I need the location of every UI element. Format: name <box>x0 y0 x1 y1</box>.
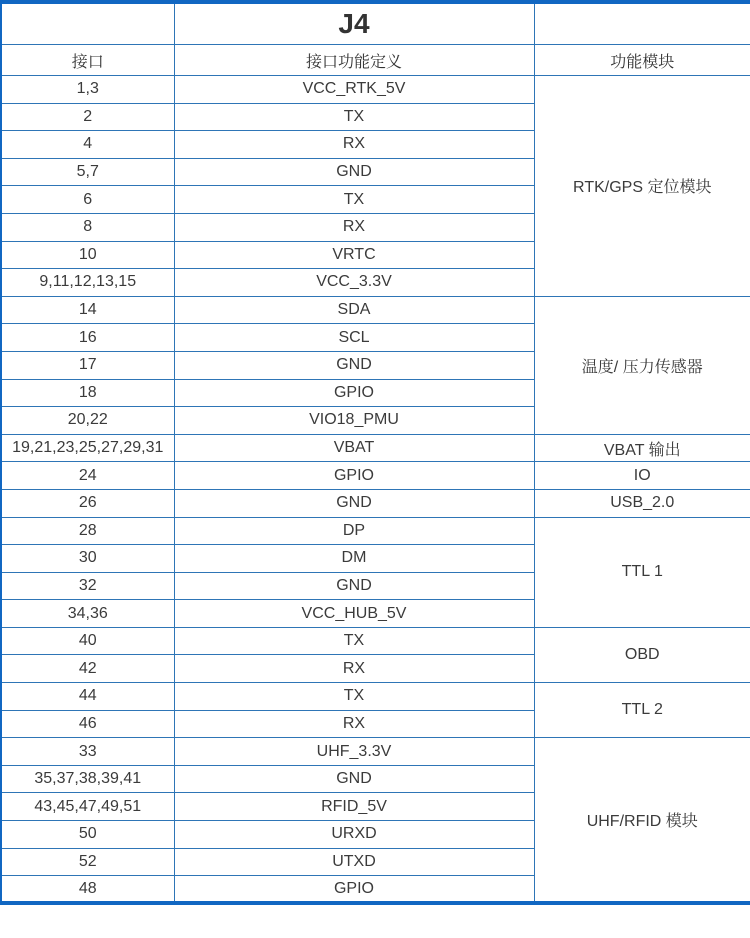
pin-cell: 40 <box>1 627 174 655</box>
pin-cell: 19,21,23,25,27,29,31 <box>1 434 174 462</box>
column-header-row <box>1 45 750 76</box>
function-cell: VCC_3.3V <box>174 269 534 297</box>
function-cell: VBAT <box>174 434 534 462</box>
function-cell: DM <box>174 545 534 573</box>
table-row <box>1 517 750 545</box>
function-cell: GND <box>174 572 534 600</box>
module-cell: TTL 2 <box>534 683 750 738</box>
function-cell: TX <box>174 683 534 711</box>
pin-cell: 50 <box>1 821 174 849</box>
table-row <box>1 76 750 104</box>
pin-cell: 48 <box>1 876 174 904</box>
pin-cell: 2 <box>1 103 174 131</box>
pin-cell: 8 <box>1 213 174 241</box>
function-cell: RFID_5V <box>174 793 534 821</box>
function-cell: VRTC <box>174 241 534 269</box>
pin-cell: 46 <box>1 710 174 738</box>
pin-cell: 16 <box>1 324 174 352</box>
table-row <box>1 627 750 655</box>
function-cell: RX <box>174 213 534 241</box>
pin-cell: 20,22 <box>1 407 174 435</box>
function-cell: URXD <box>174 821 534 849</box>
pin-cell: 5,7 <box>1 158 174 186</box>
column-header-function: 接口功能定义 <box>174 45 534 76</box>
module-cell: USB_2.0 <box>534 489 750 517</box>
function-cell: UHF_3.3V <box>174 738 534 766</box>
pin-cell: 24 <box>1 462 174 490</box>
pin-cell: 32 <box>1 572 174 600</box>
table-row <box>1 434 750 462</box>
empty-cell-left <box>1 2 174 45</box>
pin-cell: 33 <box>1 738 174 766</box>
table-row <box>1 462 750 490</box>
function-cell: GND <box>174 351 534 379</box>
pin-cell: 18 <box>1 379 174 407</box>
function-cell: UTXD <box>174 848 534 876</box>
pin-cell: 28 <box>1 517 174 545</box>
pin-cell: 52 <box>1 848 174 876</box>
table-title-row <box>1 2 750 45</box>
table-title: J4 <box>174 2 534 45</box>
function-cell: VCC_RTK_5V <box>174 76 534 104</box>
pin-cell: 4 <box>1 131 174 159</box>
pin-cell: 17 <box>1 351 174 379</box>
function-cell: TX <box>174 627 534 655</box>
pin-cell: 14 <box>1 296 174 324</box>
pin-cell: 9,11,12,13,15 <box>1 269 174 297</box>
module-cell: VBAT 输出 <box>534 434 750 462</box>
function-cell: TX <box>174 103 534 131</box>
table-row <box>1 296 750 324</box>
pin-cell: 43,45,47,49,51 <box>1 793 174 821</box>
pin-cell: 10 <box>1 241 174 269</box>
pin-cell: 35,37,38,39,41 <box>1 765 174 793</box>
function-cell: GND <box>174 158 534 186</box>
table-row <box>1 738 750 766</box>
pin-cell: 1,3 <box>1 76 174 104</box>
module-cell: IO <box>534 462 750 490</box>
pin-cell: 26 <box>1 489 174 517</box>
function-cell: GPIO <box>174 462 534 490</box>
module-cell: RTK/GPS 定位模块 <box>534 76 750 297</box>
pin-cell: 44 <box>1 683 174 711</box>
function-cell: SDA <box>174 296 534 324</box>
pin-cell: 30 <box>1 545 174 573</box>
pin-cell: 6 <box>1 186 174 214</box>
empty-cell-right <box>534 2 750 45</box>
function-cell: GND <box>174 765 534 793</box>
table-row <box>1 683 750 711</box>
function-cell: GND <box>174 489 534 517</box>
module-cell: TTL 1 <box>534 517 750 627</box>
function-cell: SCL <box>174 324 534 352</box>
function-cell: TX <box>174 186 534 214</box>
table-row <box>1 489 750 517</box>
function-cell: RX <box>174 710 534 738</box>
function-cell: GPIO <box>174 876 534 904</box>
function-cell: RX <box>174 655 534 683</box>
column-header-module: 功能模块 <box>534 45 750 76</box>
function-cell: VIO18_PMU <box>174 407 534 435</box>
function-cell: VCC_HUB_5V <box>174 600 534 628</box>
module-cell: OBD <box>534 627 750 682</box>
module-cell: 温度/ 压力传感器 <box>534 296 750 434</box>
pin-cell: 42 <box>1 655 174 683</box>
function-cell: RX <box>174 131 534 159</box>
module-cell: UHF/RFID 模块 <box>534 738 750 904</box>
column-header-port: 接口 <box>1 45 174 76</box>
table-body <box>1 76 750 904</box>
pin-cell: 34,36 <box>1 600 174 628</box>
function-cell: GPIO <box>174 379 534 407</box>
function-cell: DP <box>174 517 534 545</box>
